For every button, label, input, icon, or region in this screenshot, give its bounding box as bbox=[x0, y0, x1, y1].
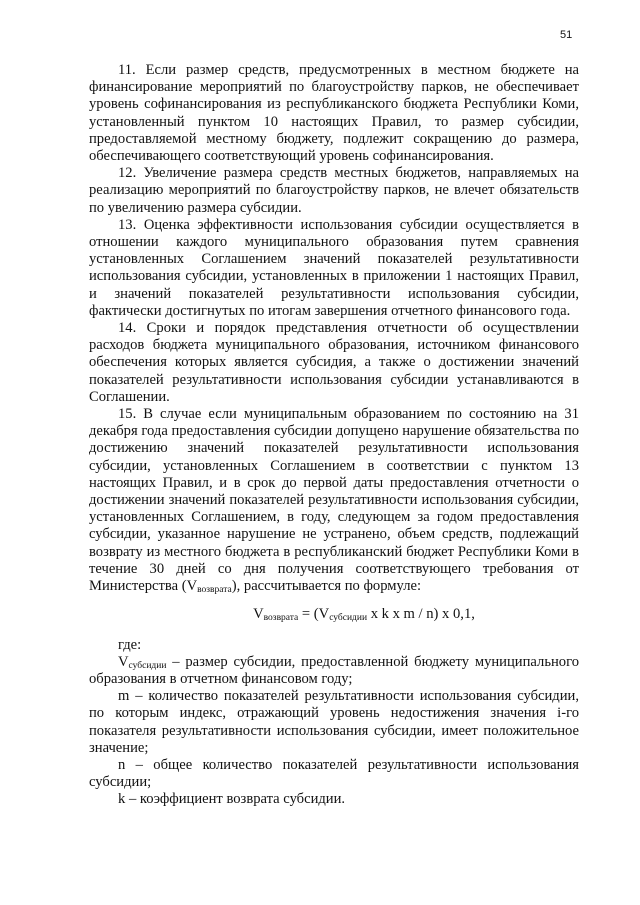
formula-eq-open: = (V bbox=[298, 606, 330, 623]
paragraph-15-subscript: возврата bbox=[197, 585, 232, 596]
definition-m: m – количество показателей результативности использования субсидии, по которым индекс, отражающий уровень недостижения значения i-го показателя результативности использования субсидии, имеет положительное значение; bbox=[89, 688, 579, 756]
paragraph-11: 11. Если размер средств, предусмотренных в местном бюджете на финансирование мероприятий по благоустройству парков, не обеспечивает уровень софинансирования из республиканского бюджета Республики Коми, установленный пунктом 10 настоящих Правил, то размер субсидии, предоставляемой местному бюджету, подлежит сокращению до размера, обеспечивающего соответствующий уровень софинансирования. bbox=[89, 62, 579, 165]
definition-k: k – коэффициент возврата субсидии. bbox=[118, 791, 346, 808]
document-body bbox=[89, 62, 579, 809]
paragraph-15-text: 15. В случае если муниципальным образованием по состоянию на 31 декабря года предоставления субсидии допущено нарушение обязательства по достижению значений показателей результативности использования субсидии, установленных Соглашением в соответствии с пунктом 13 настоящих Правил, и в срок до первой даты предоставления отчетности о достижении значений показателей результативности использования субсидии, установленных Соглашением, в году, следующем за годом предоставления субсидии, указанное нарушение не устранено, объем средств, подлежащий возврату из местного бюджета в республиканский бюджет Республики Коми в течение 30 дней со дня получения соответствующего требования от Министерства (V bbox=[89, 406, 579, 595]
paragraph-13: 13. Оценка эффективности использования субсидии осуществляется в отношении каждого муниципального образования путем сравнения установленных Соглашением значений показателей результативности использования субсидии, установленных в приложении 1 настоящих Правил, и значений показателей результативности использования субсидии, фактически достигнутых по итогам завершения отчетного финансового года. bbox=[89, 216, 579, 319]
formula-sub-return: возврата bbox=[263, 613, 299, 624]
page-number: 51 bbox=[560, 29, 573, 41]
definition-v-text: – размер субсидии, предоставленной бюджету муниципального образования в отчетном финансовом году; bbox=[89, 653, 579, 687]
paragraph-15 bbox=[89, 406, 579, 595]
definition-v-letter: V bbox=[118, 653, 129, 670]
definition-v-subscript: субсидии bbox=[128, 660, 167, 671]
formula-rest: x k x m / n) x 0,1, bbox=[367, 606, 475, 623]
formula-sub-subsidy: субсидии bbox=[329, 613, 368, 624]
paragraph-12: 12. Увеличение размера средств местных бюджетов, направляемых на реализацию мероприятий по благоустройству парков, не влечет обязательств по увеличению размера субсидии. bbox=[89, 165, 579, 216]
formula bbox=[89, 606, 579, 623]
definition-n: n – общее количество показателей результативности использования субсидии; bbox=[89, 756, 579, 791]
paragraph-14: 14. Сроки и порядок представления отчетности об осуществлении расходов бюджета муниципального образования, источником финансового обеспечения которых является субсидия, а также о достижении значений показателей результативности использования субсидии устанавливаются в Соглашении. bbox=[89, 320, 579, 405]
formula-v: V bbox=[253, 606, 264, 623]
definition-v bbox=[89, 654, 579, 688]
where-label: где: bbox=[118, 636, 142, 653]
paragraph-15-end: ), рассчитывается по формуле: bbox=[231, 578, 422, 595]
